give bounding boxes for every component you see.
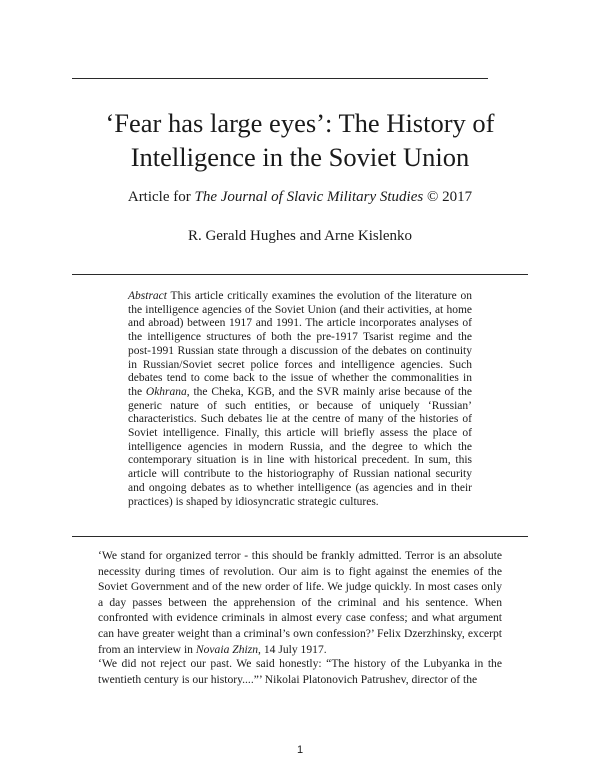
quote-1-source: Novaia Zhizn [195,642,259,656]
epigraph-patrushev [98,656,502,687]
article-title [0,106,600,174]
journal-name: The Journal of Slavic Military Studies [194,189,424,205]
page-number: 1 [296,744,304,756]
abstract-text-1: This article critically examines the evolution of the literature on the intelligence agencies of the Soviet Union (and their activities, at home and abroad) between 1917 and 1991. The article incorporates analyses of the intelligence structures of both the pre-1917 Tsarist regime and the post-1991 Russian state through a discussion of the debates on continuity in Russian/Soviet secret police forces and intelligence agencies. Such debates tend to come back to the issue of whether the commonalities in the [128,290,472,398]
abstract [128,290,472,509]
epigraph-dzerzhinsky [98,548,502,657]
abstract-label: Abstract [128,290,167,302]
abstract-top-rule [72,274,528,275]
authors: R. Gerald Hughes and Arne Kislenko [187,228,413,244]
title-line-1: ‘Fear has large eyes’: The History of [105,108,495,138]
publication-prefix: Article for [127,189,195,205]
okhrana-term: Okhrana [145,385,187,398]
quote-1-text: ‘We stand for organized terror - this should be frankly admitted. Terror is an absolute necessity during times of revolution. Our aim is to fight against the enemies of the Soviet Government and of the new order of life. We judge quickly. In most cases only a day passes between the apprehension of the criminal and his sentence. When confronted with evidence criminals in almost every case confess; and what argument can have greater weight than a criminal’s own confession?’ Felix Dzerzhinsky, excerpt from an interview in [98,549,502,656]
abstract-text-2: , the Cheka, KGB, and the SVR mainly arise because of the generic nature of such entities, or because of uniquely ‘Russian’ characteristics. Such debates lie at the centre of many of the histories of Soviet intelligence. Finally, this article will briefly assess the place of intelligence agencies in modern Russia, and the degree to which the contemporary situation is in line with historical precedent. In sum, this article will contribute to the historiography of Russian national security and ongoing debates as to whether intelligence (as agencies and in their practices) is shaped by idiosyncratic strategic cultures. [128,385,472,508]
top-rule [72,78,488,79]
copyright-year: © 2017 [423,189,473,205]
title-line-2: Intelligence in the Soviet Union [130,142,470,172]
quote-1-date: , 14 July 1917. [258,642,327,656]
publication-line [0,187,600,207]
quote-2-text: ‘We did not reject our past. We said honestly: “The history of the Lubyanka in the twentieth century is our history....”’ Nikolai Platonovich Patrushev, director of the [98,657,502,686]
abstract-bottom-rule [72,536,528,537]
